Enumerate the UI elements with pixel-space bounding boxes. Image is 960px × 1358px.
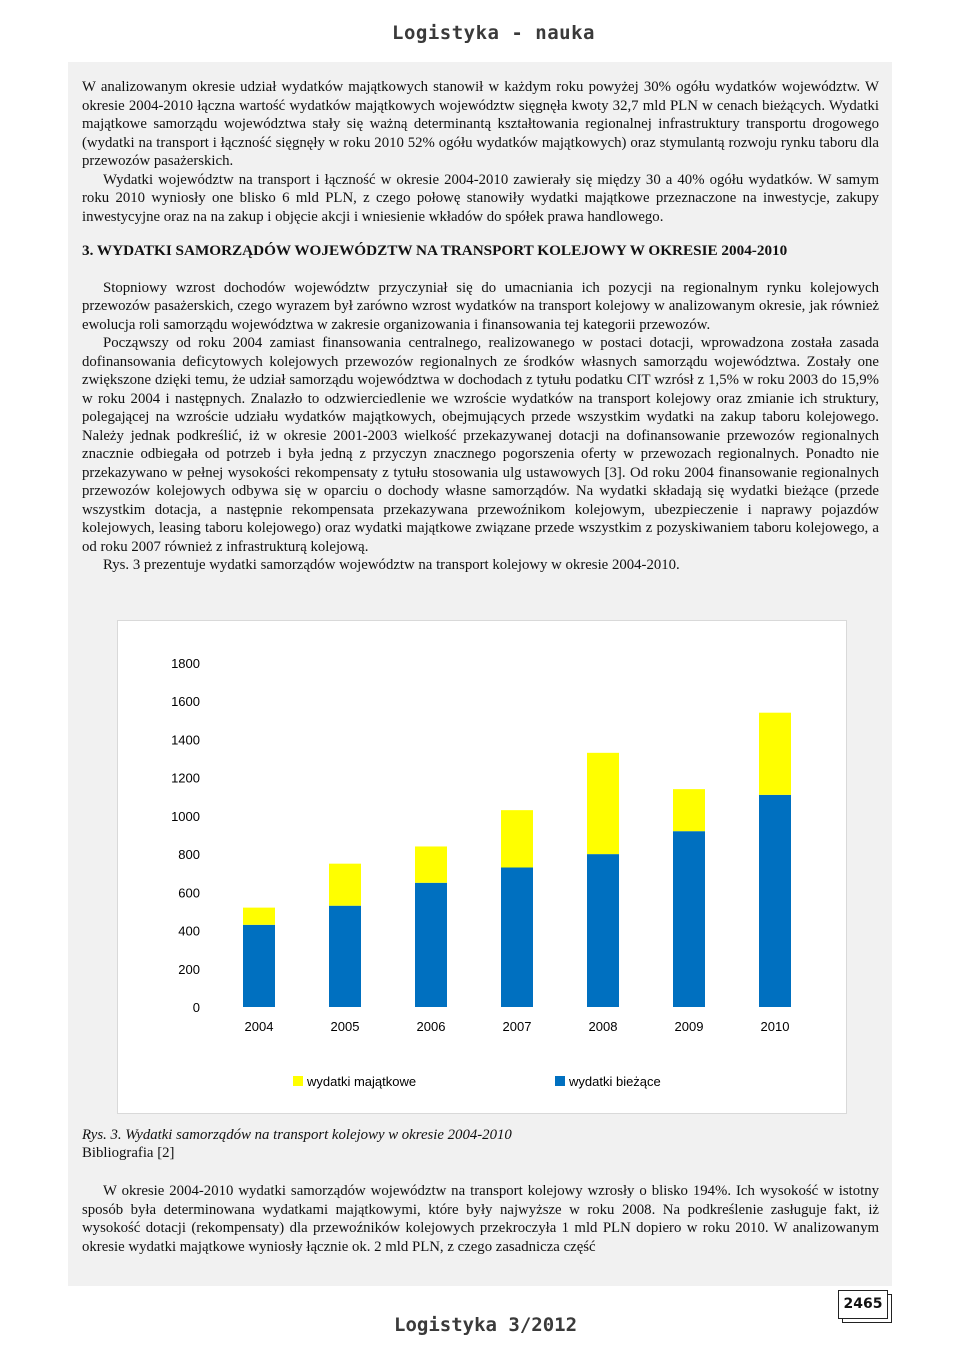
paragraph: Począwszy od roku 2004 zamiast finansowania centralnego, realizowanego w postaci dotacji, wprowadzona została zasada dofinansowania deficytowych kolejowych przewozów regionalnych ze środków własnych samorządu województwa. Zostały one zwiększone dzięki temu, że udział samorządu województwa w dochodach z tytułu podatku CIT wzrósł z 1,5% w roku 2003 do 15,9% w roku 2004 i następnych. Znalazło to odzwierciedlenie we wzroście wydatków na transport kolejowy oraz zmianie ich struktury, polegającej na wzroście udziału wydatków majątkowych, obejmujących przede wszystkim wydatki na zakup taboru kolejowego. Należy jednak podkreślić, iż w okresie 2001-2003 wielkość przekazywanej dotacji na dofinansowanie przewozów regionalnych znacznie odbiegała od potrzeb i była jedną z przyczyn znacznego pogorszenia oferty w przewozach regionalnych. Ponadto nie przekazywano w pełnej wysokości rekompensaty z tytułu stosowania ulg ustawowych [3]. Od roku 2004 finansowanie regionalnych przewozów kolejowych odbywa się w oparciu o dochody własne samorządów. Na wydatki składają się wydatki bieżące (przede wszystkim dotacja, a następnie rekompensata przekazywana przewoźnikom kolejowym, ubezpieczenie i naprawy pojazdów kolejowych, leasing taboru kolejowego) oraz wydatki majątkowe związane przede wszystkim z pozyskiwaniem taboru kolejowego, a od roku 2007 również z infrastrukturą kolejową.: [82, 335, 879, 555]
stacked-bar-chart: [118, 621, 846, 1113]
figure-title: Wydatki samorządów na transport kolejowy w okresie 2004-2010: [125, 1127, 512, 1143]
y-tick-label: 0: [192, 1000, 200, 1015]
bar-segment: [759, 795, 791, 1007]
bar-segment: [501, 867, 533, 1007]
figure-number: Rys. 3.: [82, 1127, 122, 1143]
bar-segment: [759, 713, 791, 795]
running-footer: Logistyka 3/2012: [394, 1314, 578, 1336]
bar-segment: [501, 810, 533, 867]
x-tick-label: 2010: [760, 1019, 790, 1034]
paragraph: Stopniowy wzrost dochodów województw przyczyniał się do umacniania ich pozycji na regionalnym rynku kolejowych przewozów pasażerskich, czego wyrazem był zarówno wzrost wydatków na transport kolejowy w analizowanym okresie, jak również ewolucja roli samorządu województwa w zakresie organizowania i finansowania tej kategorii przewozów.: [82, 279, 879, 333]
bar-segment: [243, 908, 275, 925]
y-tick-label: 1600: [171, 694, 200, 710]
figure-source: Bibliografia [2]: [82, 1145, 175, 1161]
x-tick-label: 2007: [502, 1019, 532, 1034]
bar-segment: [415, 846, 447, 882]
legend-swatch: [293, 1076, 303, 1086]
legend-label: wydatki bieżące: [569, 1074, 661, 1089]
y-tick-label: 1800: [171, 656, 200, 671]
y-tick-label: 1400: [171, 732, 200, 748]
x-tick-label: 2006: [416, 1019, 446, 1034]
paragraph: W okresie 2004-2010 wydatki samorządów województw na transport kolejowy wzrosły o blisko 194%. Ich wysokość w istotny sposób była determinowana wydatkami majątkowymi, które były najwyższe w roku 2008. Na podkreślenie zasługuje fakt, iż wysokość dotacji (rekompensaty) dla przewoźników kolejowych przekroczyła 1 mld PLN dopiero w roku 2010. W analizowanym okresie wydatki majątkowe wyniosły łącznie ok. 2 mld PLN, z czego zasadnicza część: [82, 1183, 879, 1255]
bar-segment: [243, 925, 275, 1007]
y-tick-label: 200: [178, 961, 200, 977]
paragraph: Rys. 3 prezentuje wydatki samorządów województw na transport kolejowy w okresie 2004-2010.: [103, 557, 680, 573]
bar-segment: [587, 753, 619, 854]
x-tick-label: 2008: [588, 1019, 618, 1034]
bar-segment: [587, 854, 619, 1007]
section-heading: 3. WYDATKI SAMORZĄDÓW WOJEWÓDZTW NA TRANSPORT KOLEJOWY W OKRESIE 2004-2010: [82, 242, 788, 259]
article-body-continued: [82, 1182, 879, 1256]
paragraph: Wydatki województw na transport i łączność w okresie 2004-2010 zawierały się między 30 a 40% ogółu wydatków. W samym roku 2010 wyniosły one blisko 6 mld PLN, z czego połowę stanowiły wydatki majątkowe przeznaczone na inwestycje, zakupy inwestycyjne oraz na na zakup i objęcie akcji i wniesienie wkładów do spółek prawa handlowego.: [82, 171, 879, 225]
bar-segment: [415, 883, 447, 1007]
bar-segment: [673, 831, 705, 1007]
running-header: Logistyka - nauka: [392, 22, 595, 44]
chart-container: [117, 620, 847, 1114]
page-number: 2465: [838, 1290, 888, 1319]
figure-caption: [82, 1126, 512, 1162]
bar-segment: [329, 906, 361, 1007]
y-tick-label: 1000: [171, 808, 200, 824]
legend-label: wydatki majątkowe: [307, 1074, 417, 1089]
article-body: [82, 78, 879, 575]
y-tick-label: 800: [178, 847, 200, 863]
x-tick-label: 2004: [244, 1019, 274, 1034]
legend-swatch: [555, 1076, 565, 1086]
y-tick-label: 1200: [171, 770, 200, 786]
x-tick-label: 2005: [330, 1019, 360, 1034]
paragraph: W analizowanym okresie udział wydatków majątkowych stanowił w każdym roku powyżej 30% ogółu wydatków województw. W okresie 2004-2010 łączna wartość wydatków majątkowych województw sięgnęła kwoty 32,7 mld PLN w cenach bieżących. Wydatki majątkowe samorządu województwa stały się ważną determinantą kształtowania regionalnej infrastruktury transportu drogowego (wydatki na transport i łączność sięgnęły w roku 2010 52% ogółu wydatków majątkowych) oraz stymulantą rozwoju rynku taboru dla przewozów pasażerskich.: [82, 79, 879, 169]
x-tick-label: 2009: [674, 1019, 704, 1034]
bar-segment: [673, 789, 705, 831]
y-tick-label: 600: [178, 885, 200, 901]
bar-segment: [329, 864, 361, 906]
y-tick-label: 400: [178, 923, 200, 939]
